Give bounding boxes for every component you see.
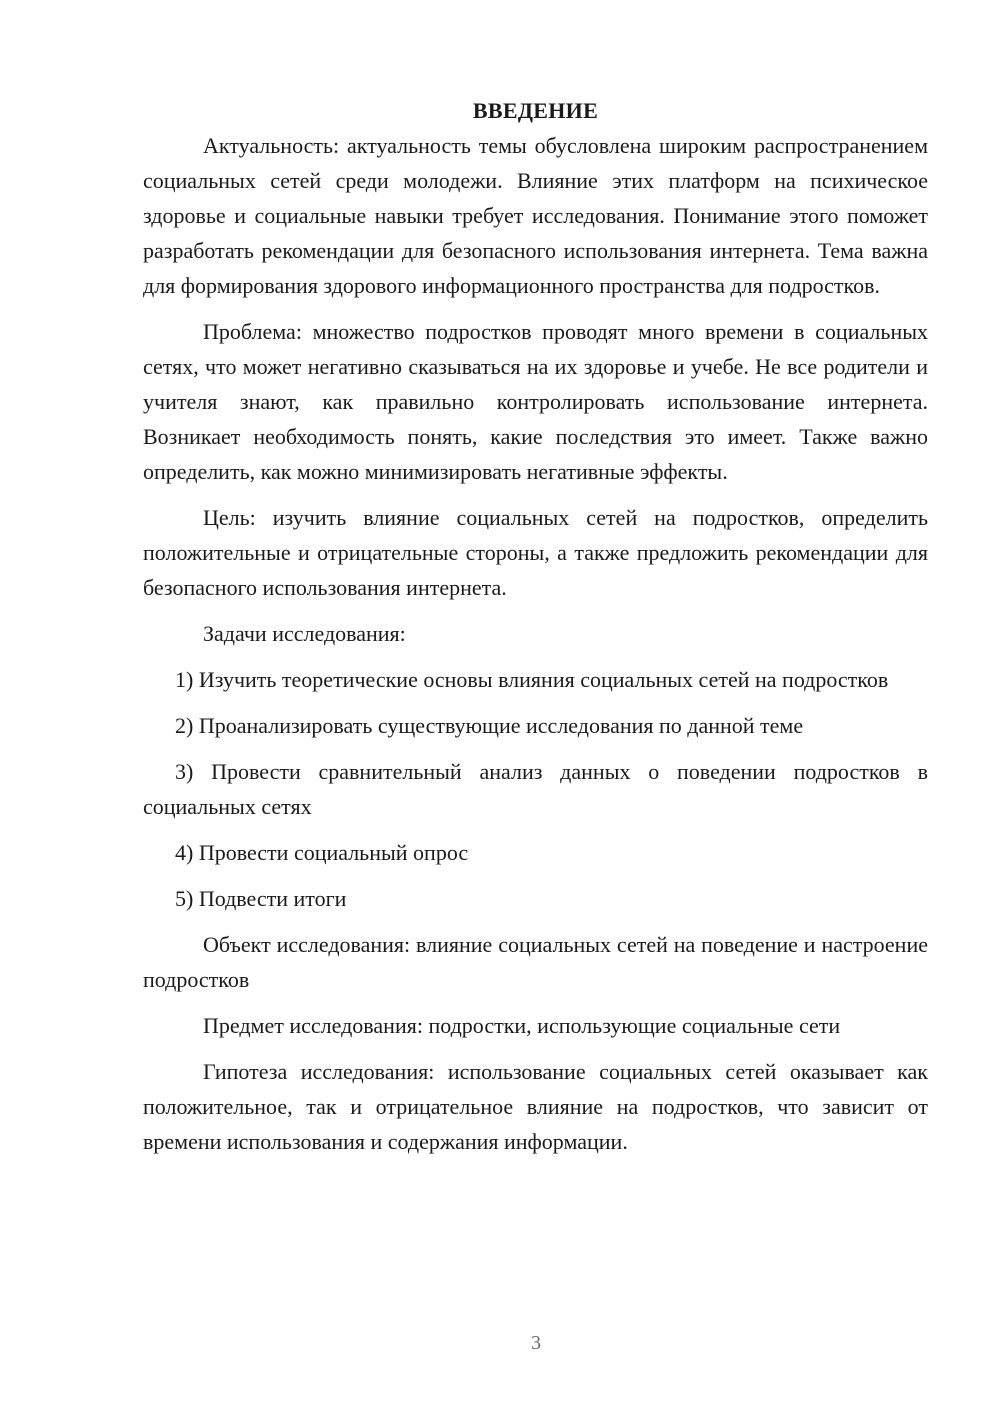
task-item-2: 2) Проанализировать существующие исследования по данной теме	[175, 713, 804, 738]
page-number: 3	[531, 1332, 541, 1354]
paragraph-problem: Проблема: множество подростков проводят много времени в социальных сетях, что может негативно сказываться на их здоровье и учебе. Не все родители и учителя знают, как правильно контролировать использование интернета. Возникает необходимость понять, какие последствия это имеет. Также важно определить, как можно минимизировать негативные эффекты.	[143, 319, 928, 484]
paragraph-relevance: Актуальность: актуальность темы обусловлена широким распространением социальных сетей среди молодежи. Влияние этих платформ на психическое здоровье и социальные навыки требует исследования. Понимание этого поможет разработать рекомендации для безопасного использования интернета. Тема важна для формирования здорового информационного пространства для подростков.	[143, 133, 928, 298]
paragraph-goal: Цель: изучить влияние социальных сетей на подростков, определить положительные и отрицательные стороны, а также предложить рекомендации для безопасного использования интернета.	[143, 505, 928, 600]
document-page	[143, 93, 928, 1170]
paragraph-tasks-heading: Задачи исследования:	[203, 621, 406, 646]
section-title: ВВЕДЕНИЕ	[472, 98, 599, 123]
paragraph-hypothesis: Гипотеза исследования: использование социальных сетей оказывает как положительное, так и отрицательное влияние на подростков, что зависит от времени использования и содержания информации.	[143, 1059, 928, 1154]
paragraph-object: Объект исследования: влияние социальных сетей на поведение и настроение подростков	[143, 932, 928, 992]
paragraph-subject: Предмет исследования: подростки, использующие социальные сети	[203, 1013, 841, 1038]
task-item-4: 4) Провести социальный опрос	[175, 840, 469, 865]
task-item-5: 5) Подвести итоги	[175, 886, 347, 911]
task-item-3: 3) Провести сравнительный анализ данных о поведении подростков в социальных сетях	[143, 759, 928, 819]
task-item-1: 1) Изучить теоретические основы влияния социальных сетей на подростков	[175, 667, 889, 692]
